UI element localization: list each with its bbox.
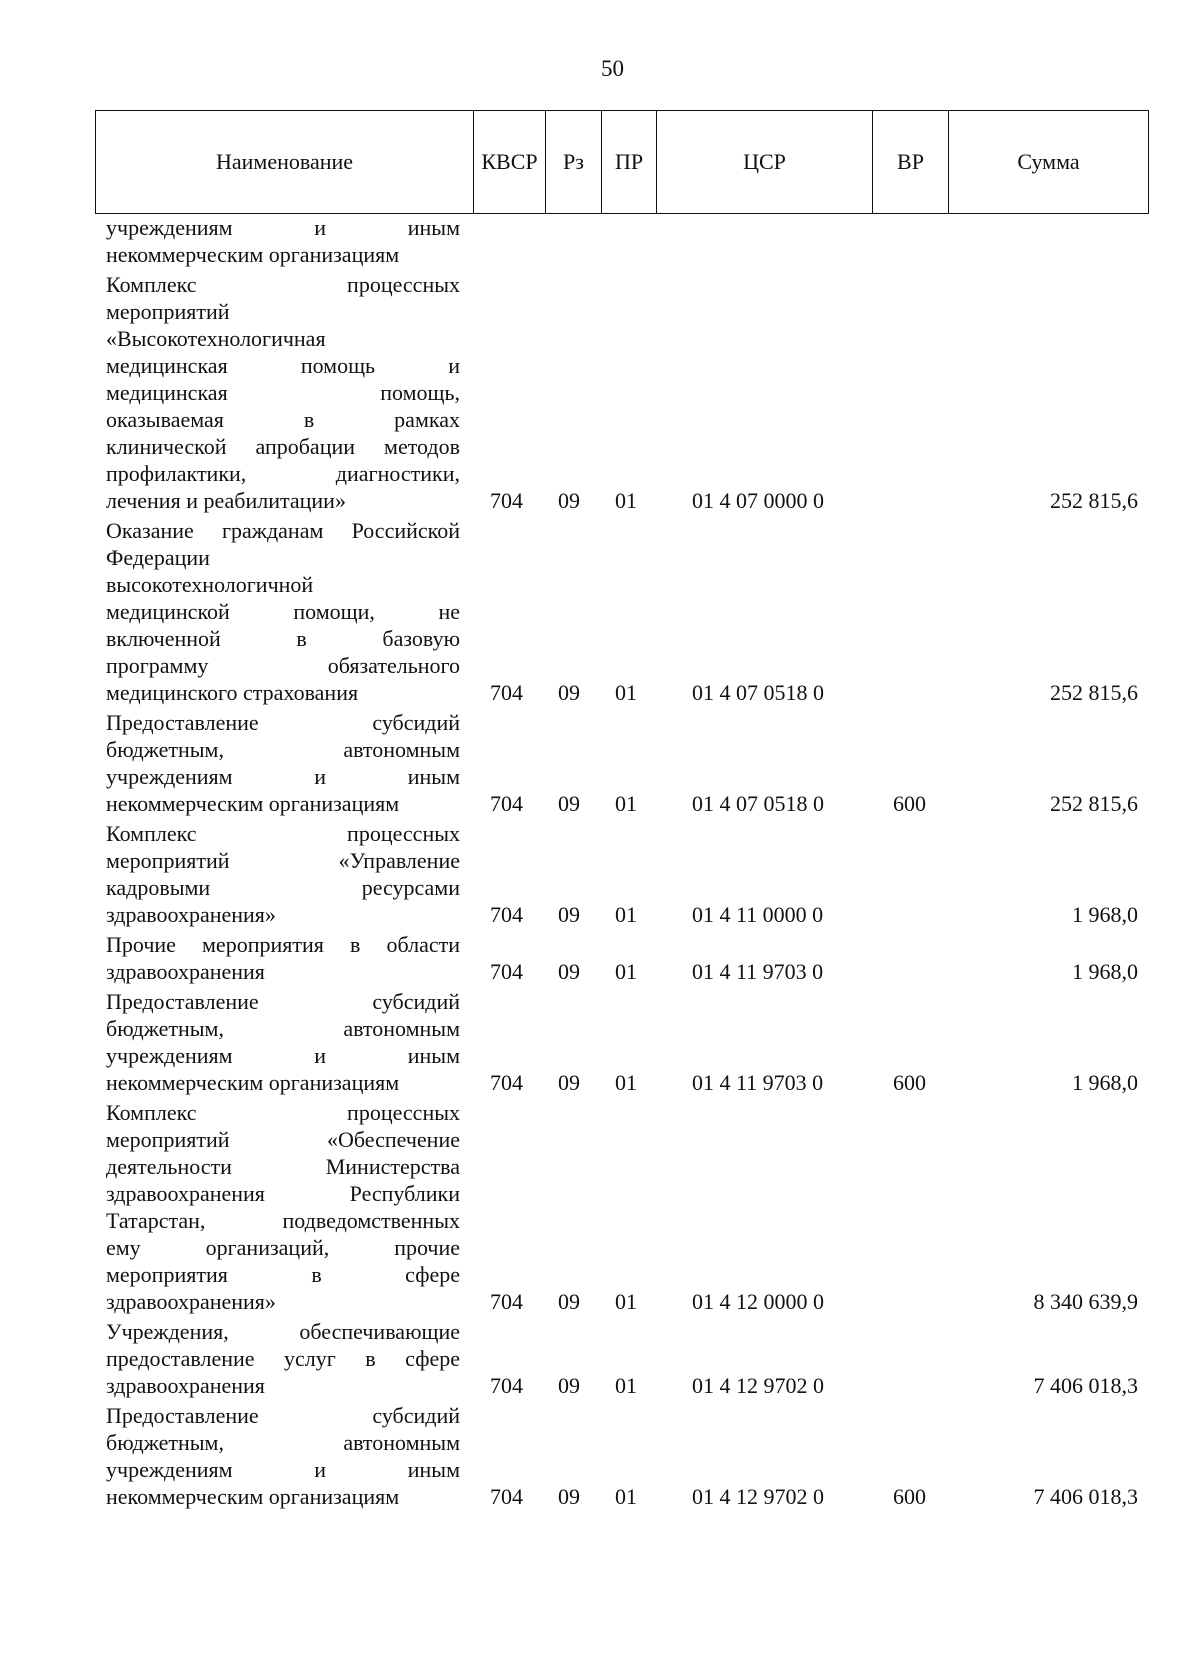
- header-pr: ПР: [602, 111, 657, 213]
- row-kvsr: 704: [490, 1289, 523, 1314]
- row-name-line: Предоставление субсидий: [106, 710, 460, 735]
- row-name-line: Учреждения, обеспечивающие: [106, 1319, 460, 1344]
- row-name-line: мероприятия в сфере: [106, 1262, 460, 1287]
- row-sum: 1 968,0: [1072, 959, 1138, 984]
- header-sum: Сумма: [1017, 149, 1080, 174]
- row-rz: 09: [558, 902, 580, 927]
- row-name-line: высокотехнологичной: [106, 572, 314, 597]
- row-name-line: учреждениям и иным: [106, 215, 460, 240]
- row-name: [106, 271, 460, 514]
- row-name-line: Комплекс процессных: [106, 1100, 460, 1125]
- row-sum: 8 340 639,9: [1033, 1289, 1138, 1314]
- row-name-line: Предоставление субсидий: [106, 1403, 460, 1428]
- row-name-line: здравоохранения»: [106, 902, 276, 927]
- header-csr: ЦСР: [657, 111, 873, 213]
- row-sum: 252 815,6: [1050, 680, 1138, 705]
- row-name-line: «Высокотехнологичная: [106, 326, 326, 351]
- row-name-line: некоммерческим организациям: [106, 1070, 400, 1095]
- row-kvsr: 704: [490, 1373, 523, 1398]
- row-name-line: мероприятий «Управление: [106, 848, 460, 873]
- row-rz: 09: [558, 1070, 580, 1095]
- row-name-line: мероприятий: [106, 299, 230, 324]
- row-sum: 252 815,6: [1050, 488, 1138, 513]
- row-name-line: Татарстан, подведомственных: [106, 1208, 460, 1233]
- header-kvsr: КВСР: [474, 111, 546, 213]
- row-name-line: медицинской помощи, не: [106, 599, 460, 624]
- row-rz: 09: [558, 1289, 580, 1314]
- row-sum: 7 406 018,3: [1033, 1484, 1138, 1509]
- row-name-line: здравоохранения: [106, 959, 265, 984]
- row-name-line: ему организаций, прочие: [106, 1235, 460, 1260]
- row-name-line: Предоставление субсидий: [106, 989, 460, 1014]
- row-csr: 01 4 07 0000 0: [692, 488, 824, 513]
- row-name-line: медицинского страхования: [106, 680, 359, 705]
- row-name-line: кадровыми ресурсами: [106, 875, 460, 900]
- row-sum: 7 406 018,3: [1033, 1373, 1138, 1398]
- row-pr: 01: [615, 902, 637, 927]
- header-rz: Рз: [546, 111, 602, 213]
- table-row: [0, 931, 1200, 985]
- table-row: [0, 1318, 1200, 1399]
- table-row: [0, 709, 1200, 817]
- row-sum: 1 968,0: [1072, 902, 1138, 927]
- row-pr: 01: [615, 1070, 637, 1095]
- row-pr: 01: [615, 1373, 637, 1398]
- row-name-line: бюджетным, автономным: [106, 737, 460, 762]
- row-name-line: бюджетным, автономным: [106, 1430, 460, 1455]
- row-rz: 09: [558, 1484, 580, 1509]
- row-pr: 01: [615, 1289, 637, 1314]
- row-name-line: Оказание гражданам Российской: [106, 518, 460, 543]
- table-row: [0, 820, 1200, 928]
- row-name: [106, 1099, 460, 1315]
- table-row: [0, 271, 1200, 514]
- row-name-line: мероприятий «Обеспечение: [106, 1127, 460, 1152]
- table-row: [0, 214, 1200, 268]
- table-row: [0, 517, 1200, 706]
- row-csr: 01 4 11 9703 0: [692, 1070, 824, 1095]
- row-csr: 01 4 12 9702 0: [692, 1373, 824, 1398]
- row-pr: 01: [615, 959, 637, 984]
- row-name-line: клинической апробации методов: [106, 434, 460, 459]
- row-name-line: деятельности Министерства: [106, 1154, 460, 1179]
- row-vr: 600: [893, 1070, 926, 1095]
- row-csr: 01 4 11 9703 0: [692, 959, 824, 984]
- row-name-line: здравоохранения Республики: [106, 1181, 460, 1206]
- row-name-line: включенной в базовую: [106, 626, 460, 651]
- row-kvsr: 704: [490, 959, 523, 984]
- row-name-line: здравоохранения: [106, 1373, 265, 1398]
- row-name-line: здравоохранения»: [106, 1289, 276, 1314]
- row-name-line: Федерации: [106, 545, 210, 570]
- row-name-line: бюджетным, автономным: [106, 1016, 460, 1041]
- row-csr: 01 4 12 9702 0: [692, 1484, 824, 1509]
- row-csr: 01 4 12 0000 0: [692, 1289, 824, 1314]
- row-name-line: Комплекс процессных: [106, 821, 460, 846]
- row-sum: 1 968,0: [1072, 1070, 1138, 1095]
- row-kvsr: 704: [490, 791, 523, 816]
- row-pr: 01: [615, 488, 637, 513]
- row-rz: 09: [558, 680, 580, 705]
- header-name: Наименование: [96, 111, 474, 213]
- row-pr: 01: [615, 1484, 637, 1509]
- row-kvsr: 704: [490, 488, 523, 513]
- row-name-line: предоставление услуг в сфере: [106, 1346, 460, 1371]
- row-name-line: медицинская помощь и: [106, 353, 460, 378]
- row-name-line: учреждениям и иным: [106, 764, 460, 789]
- table-row: [0, 1402, 1200, 1510]
- row-vr: 600: [893, 1484, 926, 1509]
- row-kvsr: 704: [490, 1070, 523, 1095]
- row-csr: 01 4 07 0518 0: [692, 680, 824, 705]
- table-row: [0, 1099, 1200, 1315]
- row-name-line: лечения и реабилитации»: [106, 488, 346, 513]
- header-vr: ВР: [873, 111, 949, 213]
- row-pr: 01: [615, 791, 637, 816]
- row-name-line: профилактики, диагностики,: [106, 461, 460, 486]
- page-number: 50: [601, 56, 624, 81]
- table-header: [95, 110, 1149, 214]
- row-kvsr: 704: [490, 902, 523, 927]
- row-name: [106, 517, 460, 706]
- row-name-line: Комплекс процессных: [106, 272, 460, 297]
- row-name-line: некоммерческим организациям: [106, 791, 400, 816]
- row-name-line: учреждениям и иным: [106, 1043, 460, 1068]
- row-kvsr: 704: [490, 1484, 523, 1509]
- row-name-line: некоммерческим организациям: [106, 242, 400, 267]
- row-sum: 252 815,6: [1050, 791, 1138, 816]
- row-csr: 01 4 07 0518 0: [692, 791, 824, 816]
- row-vr: 600: [893, 791, 926, 816]
- row-kvsr: 704: [490, 680, 523, 705]
- table-row: [0, 988, 1200, 1096]
- row-rz: 09: [558, 959, 580, 984]
- row-name-line: программу обязательного: [106, 653, 460, 678]
- row-rz: 09: [558, 488, 580, 513]
- row-name-line: некоммерческим организациям: [106, 1484, 400, 1509]
- row-name-line: учреждениям и иным: [106, 1457, 460, 1482]
- row-rz: 09: [558, 791, 580, 816]
- row-rz: 09: [558, 1373, 580, 1398]
- row-csr: 01 4 11 0000 0: [692, 902, 824, 927]
- row-pr: 01: [615, 680, 637, 705]
- row-name-line: оказываемая в рамках: [106, 407, 460, 432]
- row-name-line: медицинская помощь,: [106, 380, 460, 405]
- row-name-line: Прочие мероприятия в области: [106, 932, 460, 957]
